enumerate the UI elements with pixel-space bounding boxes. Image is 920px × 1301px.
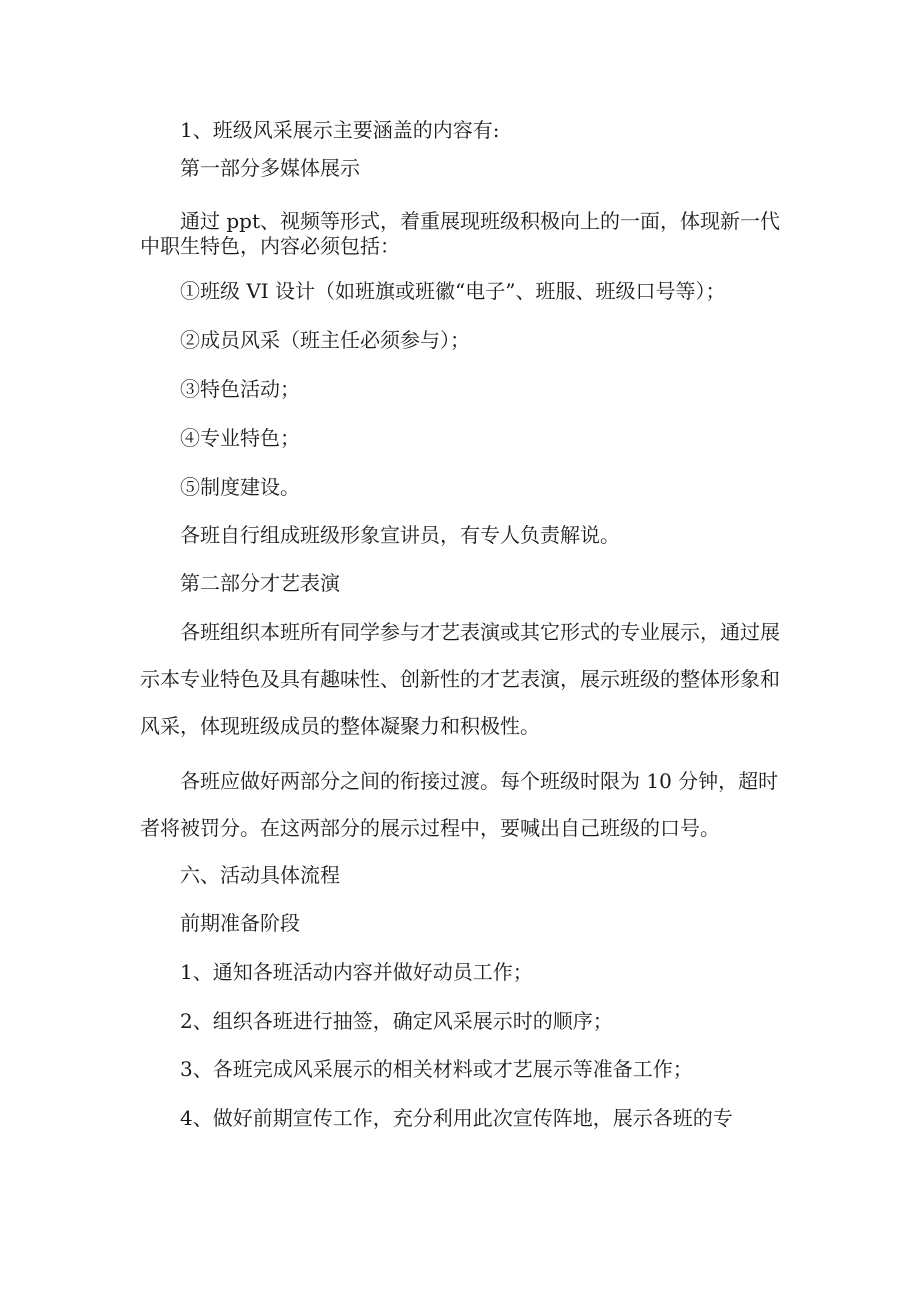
part-heading: 第二部分才艺表演 [180, 571, 340, 595]
paragraph-line: 风采，体现班级成员的整体凝聚力和积极性。 [140, 714, 540, 738]
paragraph-line: 通过 ppt、视频等形式，着重展现班级积极向上的一面，体现新一代 [180, 209, 780, 233]
list-item: ①班级 VI 设计（如班旗或班徽“电子”、班服、班级口号等）； [180, 279, 726, 303]
list-item: 2、组织各班进行抽签，确定风采展示时的顺序； [180, 1009, 613, 1033]
list-item: 4、做好前期宣传工作，充分利用此次宣传阵地，展示各班的专 [180, 1106, 733, 1130]
section-heading: 六、活动具体流程 [180, 863, 340, 887]
part-heading: 前期准备阶段 [180, 911, 300, 935]
paragraph-line: 中职生特色，内容必须包括： [140, 234, 400, 258]
list-item: 1、通知各班活动内容并做好动员工作； [180, 960, 533, 984]
paragraph-line: 各班自行组成班级形象宣讲员，有专人负责解说。 [180, 523, 620, 547]
list-item: ②成员风采（班主任必须参与）； [180, 328, 470, 352]
part-heading: 第一部分多媒体展示 [180, 156, 360, 180]
paragraph-line: 示本专业特色及具有趣味性、创新性的才艺表演，展示班级的整体形象和 [140, 667, 780, 691]
section-heading: 1、班级风采展示主要涵盖的内容有: [180, 118, 500, 142]
paragraph-line: 者将被罚分。在这两部分的展示过程中，要喊出自己班级的口号。 [140, 816, 720, 840]
list-item: 3、各班完成风采展示的相关材料或才艺展示等准备工作； [180, 1057, 693, 1081]
list-item: ④专业特色； [180, 426, 300, 450]
list-item: ⑤制度建设。 [180, 475, 300, 499]
paragraph-line: 各班应做好两部分之间的衔接过渡。每个班级时限为 10 分钟，超时 [180, 769, 779, 793]
list-item: ③特色活动； [180, 377, 300, 401]
paragraph-line: 各班组织本班所有同学参与才艺表演或其它形式的专业展示，通过展 [180, 620, 780, 644]
